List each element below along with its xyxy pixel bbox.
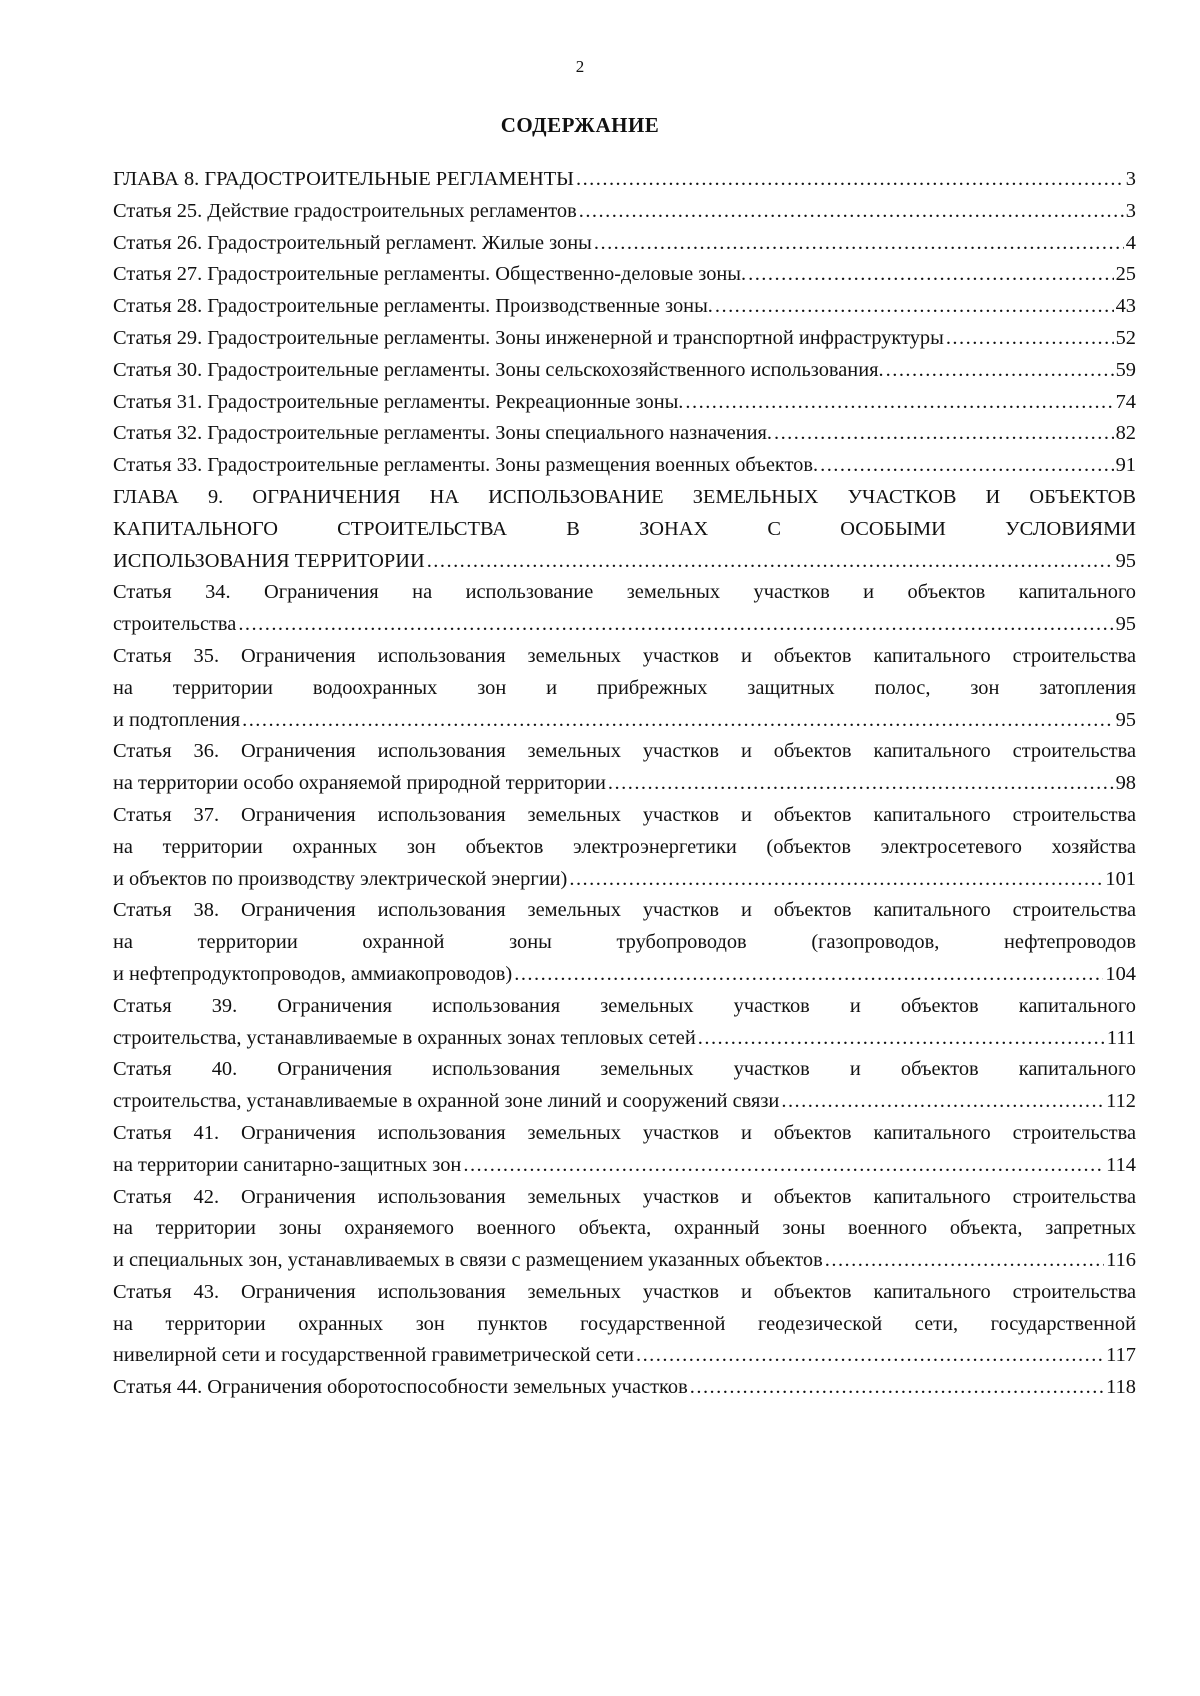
- toc-entry-line: Статья 37. Ограничения использования земельных участков и объектов капитального строительства: [113, 803, 1136, 826]
- dot-leader: [594, 228, 1124, 260]
- dot-leader: [636, 1340, 1104, 1372]
- toc-page-number: 117: [1106, 1344, 1136, 1367]
- toc-entry[interactable]: [113, 482, 1136, 577]
- toc-entry[interactable]: [113, 228, 1136, 260]
- toc-entry-title: Статья 33. Градостроительные регламенты. Зоны размещения военных объектов.: [113, 454, 819, 477]
- toc-entry-line: на территории водоохранных зон и прибрежных защитных полос, зон затопления: [113, 676, 1136, 699]
- dot-leader: [698, 1023, 1105, 1055]
- toc-entry-title: строительства: [113, 613, 237, 636]
- toc-entry-line: Статья 38. Ограничения использования земельных участков и объектов капитального строительства: [113, 899, 1136, 922]
- dot-leader: [748, 259, 1114, 291]
- toc-page-number: 25: [1115, 263, 1136, 286]
- toc-entry-line: на территории зоны охраняемого военного объекта, охранный зоны военного объекта, запретных: [113, 1217, 1136, 1240]
- dot-leader: [715, 291, 1114, 323]
- dot-leader: [820, 450, 1114, 482]
- toc-entry-line: Статья 36. Ограничения использования земельных участков и объектов капитального строительства: [113, 740, 1136, 763]
- toc-entry[interactable]: [113, 387, 1136, 419]
- dot-leader: [579, 196, 1124, 228]
- dot-leader: [886, 355, 1114, 387]
- dot-leader: [690, 1372, 1104, 1404]
- toc-entry[interactable]: [113, 991, 1136, 1055]
- toc-entry-title: ГЛАВА 8. ГРАДОСТРОИТЕЛЬНЫЕ РЕГЛАМЕНТЫ: [113, 168, 574, 190]
- toc-entry-line: Статья 42. Ограничения использования земельных участков и объектов капитального строительства: [113, 1185, 1136, 1208]
- toc-entry[interactable]: [113, 1118, 1136, 1182]
- dot-leader: [946, 323, 1114, 355]
- toc-entry-line: на территории охранной зоны трубопроводов (газопроводов, нефтепроводов: [113, 931, 1136, 954]
- dot-leader: [685, 387, 1113, 419]
- toc-entry-title: и нефтепродуктопроводов, аммиакопроводов): [113, 962, 513, 985]
- toc-entry[interactable]: [113, 291, 1136, 323]
- toc-page-number: 95: [1115, 708, 1136, 731]
- toc-entry-title: Статья 31. Градостроительные регламенты. Рекреационные зоны.: [113, 390, 684, 413]
- toc-entry[interactable]: [113, 323, 1136, 355]
- toc-entry[interactable]: [113, 164, 1136, 196]
- toc-page-number: 101: [1105, 867, 1136, 890]
- toc-entry-title: Статья 30. Градостроительные регламенты. Зоны сельскохозяйственного использования.: [113, 358, 884, 381]
- toc-entry[interactable]: [113, 800, 1136, 895]
- toc-entry[interactable]: [113, 641, 1136, 736]
- toc-entry-line: Статья 43. Ограничения использования земельных участков и объектов капитального строительства: [113, 1280, 1136, 1303]
- toc-page-number: 82: [1115, 422, 1136, 445]
- toc-entry-line: ГЛАВА 9. ОГРАНИЧЕНИЯ НА ИСПОЛЬЗОВАНИЕ ЗЕМЕЛЬНЫХ УЧАСТКОВ И ОБЪЕКТОВ: [113, 485, 1136, 508]
- toc-page-number: 95: [1115, 549, 1136, 572]
- toc-page-number: 114: [1106, 1153, 1136, 1176]
- toc-entry-title: Статья 25. Действие градостроительных регламентов: [113, 199, 577, 222]
- toc-entry[interactable]: [113, 418, 1136, 450]
- toc-page-number: 104: [1105, 962, 1136, 985]
- dot-leader: [774, 418, 1114, 450]
- toc-entry-line: Статья 40. Ограничения использования земельных участков и объектов капитального: [113, 1058, 1136, 1081]
- toc-entry[interactable]: [113, 1054, 1136, 1118]
- toc-entry-line: Статья 39. Ограничения использования земельных участков и объектов капитального: [113, 994, 1136, 1017]
- toc-page-number: 112: [1106, 1090, 1136, 1113]
- toc-entry[interactable]: [113, 736, 1136, 800]
- toc-page-number: 111: [1106, 1026, 1136, 1049]
- dot-leader: [427, 546, 1114, 578]
- toc-page-number: 95: [1115, 613, 1136, 636]
- toc-page-number: 3: [1125, 199, 1136, 222]
- toc-entry-line: Статья 41. Ограничения использования земельных участков и объектов капитального строительства: [113, 1121, 1136, 1144]
- dot-leader: [781, 1086, 1104, 1118]
- toc-entry[interactable]: [113, 577, 1136, 641]
- toc-page-number: 91: [1115, 454, 1136, 477]
- dot-leader: [514, 959, 1103, 991]
- toc-entry-title: и подтопления: [113, 708, 241, 731]
- dot-leader: [242, 705, 1114, 737]
- toc-entry-line: на территории охранных зон пунктов государственной геодезической сети, государственной: [113, 1312, 1136, 1335]
- toc-entry-title: Статья 28. Градостроительные регламенты. Производственные зоны.: [113, 295, 713, 318]
- toc-entry-title: Статья 27. Градостроительные регламенты. Общественно-деловые зоны.: [113, 263, 747, 286]
- toc-entry-title: нивелирной сети и государственной гравиметрической сети: [113, 1344, 634, 1367]
- toc-entry[interactable]: [113, 895, 1136, 990]
- table-of-contents: [113, 164, 1136, 1404]
- toc-entry-title: строительства, устанавливаемые в охранной зоне линий и сооружений связи: [113, 1090, 780, 1113]
- toc-entry-title: и объектов по производству электрической энергии): [113, 867, 568, 890]
- dot-leader: [608, 768, 1114, 800]
- toc-entry[interactable]: [113, 1372, 1136, 1404]
- toc-entry[interactable]: [113, 259, 1136, 291]
- toc-page-number: 52: [1115, 326, 1136, 349]
- toc-entry[interactable]: [113, 1182, 1136, 1277]
- dot-leader: [463, 1150, 1104, 1182]
- toc-page-number: 3: [1125, 168, 1136, 190]
- toc-page-number: 118: [1106, 1376, 1136, 1399]
- toc-entry-line: Статья 34. Ограничения на использование земельных участков и объектов капитального: [113, 581, 1136, 604]
- toc-entry-title: и специальных зон, устанавливаемых в связи с размещением указанных объектов: [113, 1249, 823, 1272]
- toc-entry-title: строительства, устанавливаемые в охранных зонах тепловых сетей: [113, 1026, 696, 1049]
- dot-leader: [238, 609, 1113, 641]
- toc-page-number: 74: [1115, 390, 1136, 413]
- toc-page-number: 116: [1106, 1249, 1136, 1272]
- toc-entry-title: на территории особо охраняемой природной территории: [113, 772, 606, 795]
- toc-entry-title: на территории санитарно-защитных зон: [113, 1153, 462, 1176]
- toc-title: СОДЕРЖАНИЕ: [500, 113, 660, 137]
- dot-leader: [825, 1245, 1104, 1277]
- toc-page-number: 59: [1115, 358, 1136, 381]
- dot-leader: [576, 164, 1124, 196]
- toc-entry-title: Статья 44. Ограничения оборотоспособности земельных участков: [113, 1376, 688, 1399]
- toc-page-number: 4: [1125, 231, 1136, 254]
- toc-entry[interactable]: [113, 450, 1136, 482]
- toc-page-number: 98: [1115, 772, 1136, 795]
- toc-entry[interactable]: [113, 196, 1136, 228]
- toc-entry-title: Статья 29. Градостроительные регламенты. Зоны инженерной и транспортной инфраструктуры: [113, 326, 944, 349]
- toc-entry-title: Статья 32. Градостроительные регламенты. Зоны специального назначения.: [113, 422, 772, 445]
- toc-entry-line: Статья 35. Ограничения использования земельных участков и объектов капитального строительства: [113, 644, 1136, 667]
- toc-entry-title: ИСПОЛЬЗОВАНИЯ ТЕРРИТОРИИ: [113, 549, 425, 572]
- toc-entry-title: Статья 26. Градостроительный регламент. Жилые зоны: [113, 231, 592, 254]
- toc-entry-line: КАПИТАЛЬНОГО СТРОИТЕЛЬСТВА В ЗОНАХ С ОСОБЫМИ УСЛОВИЯМИ: [113, 517, 1136, 540]
- dot-leader: [569, 864, 1103, 896]
- toc-entry[interactable]: [113, 1277, 1136, 1372]
- toc-page-number: 43: [1115, 295, 1136, 318]
- toc-entry[interactable]: [113, 355, 1136, 387]
- toc-entry-line: на территории охранных зон объектов электроэнергетики (объектов электросетевого хозяйства: [113, 835, 1136, 858]
- page-number: 2: [575, 57, 585, 76]
